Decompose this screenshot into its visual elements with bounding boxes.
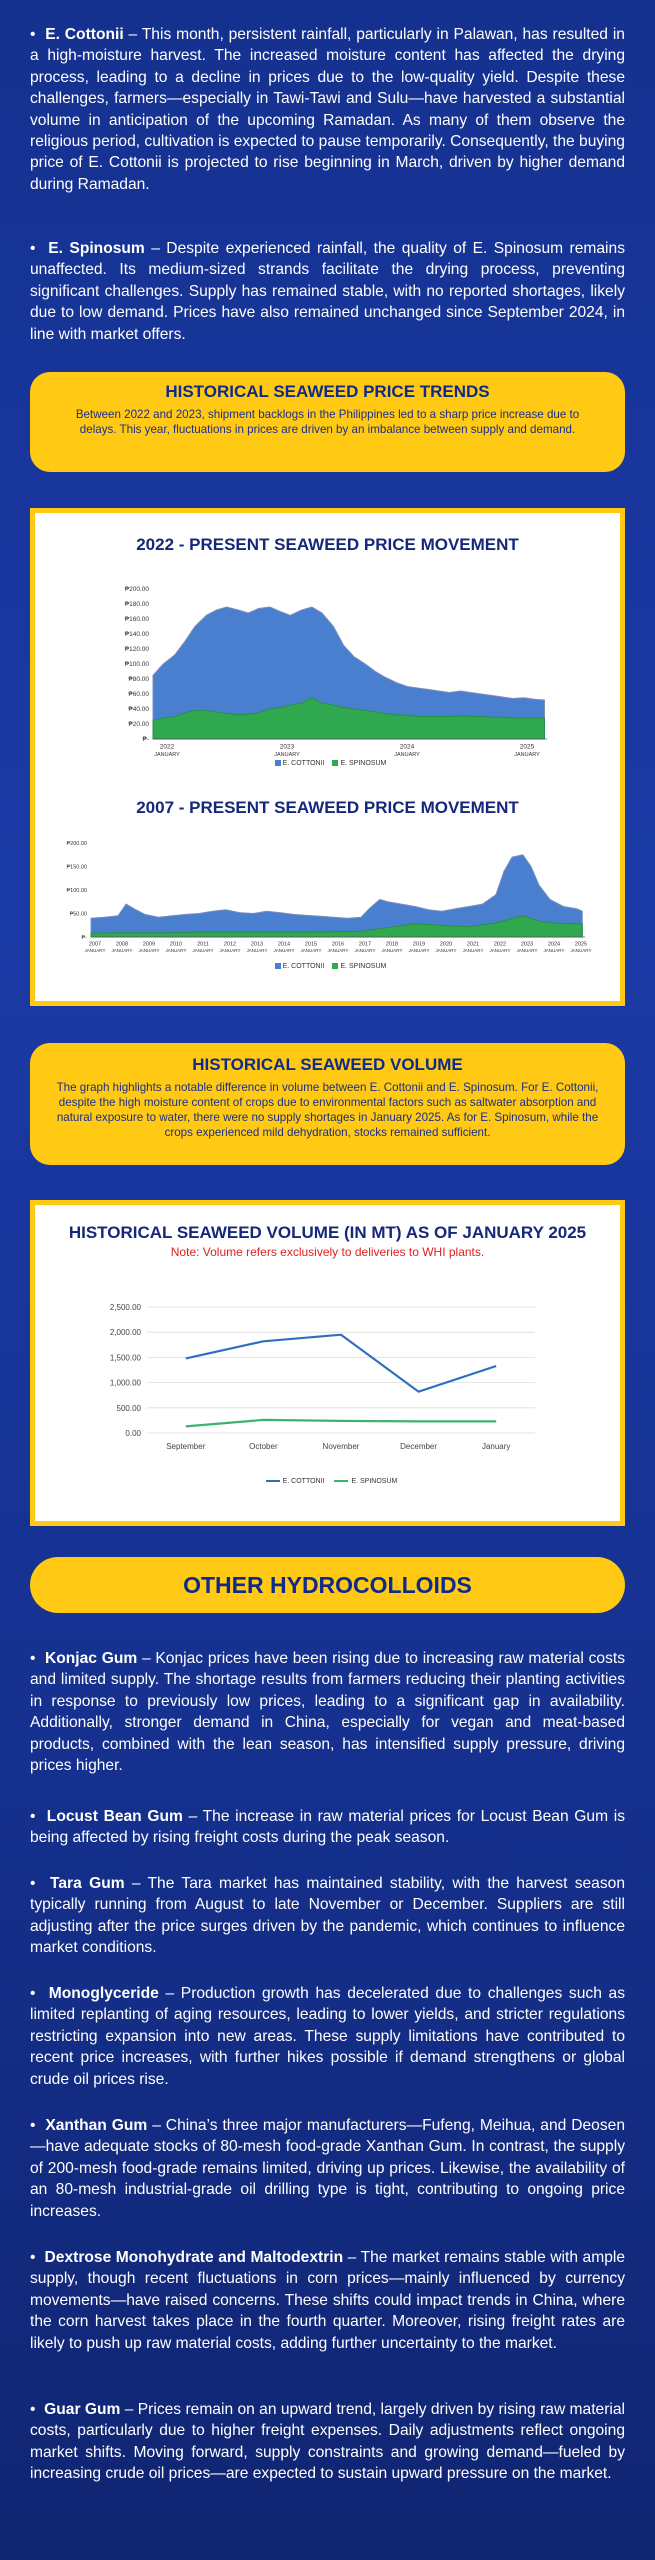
paragraph-title: Monoglyceride [48,1985,159,2002]
y-tick-label: 0.00 [125,1429,141,1438]
x-tick-label: 2025 [519,743,535,751]
paragraph-title: Tara Gum [50,1875,125,1892]
x-tick-label: 2016 [331,941,345,948]
paragraph-locust-bean: • Locust Bean Gum – The increase in raw material prices for Locust Bean Gum is being affected by rising freight costs during the peak season. [30,1808,626,1847]
volume-banner [30,1043,625,1165]
paragraph-tara: • Tara Gum – The Tara market has maintained stability, with the harvest season typically running from August to late November or December. Suppliers are still adjusting after the price surges driven by the pandemic, which continues to influence market conditions. [30,1875,625,1957]
x-tick-sublabel: JANUARY [300,948,322,953]
x-tick-label: 2019 [412,941,426,948]
paragraph-title: Guar Gum [44,2401,121,2418]
y-tick-label: ₱20.00 [128,721,149,728]
legend-label: E. SPINOSUM [351,1478,398,1485]
x-tick-label: January [481,1442,511,1451]
y-tick-label: 2,000.00 [109,1328,141,1338]
x-tick-sublabel: JANUARY [543,948,565,953]
price-trends-banner [30,372,625,472]
x-tick-label: 2020 [439,941,453,948]
x-tick-label: 2007 [88,941,102,948]
paragraph-title: E. Cottonii [45,26,124,43]
x-tick-label: September [166,1442,206,1451]
x-tick-sublabel: JANUARY [273,948,295,953]
paragraph-konjac: • Konjac Gum – Konjac prices have been rising due to increasing raw material costs and limited supply. The shortage results from farmers reducing their planting activities in response to previously low prices, leading to a significant gap in availability. Additionally, stronger demand in China, especially for vegan and meat-based products, combined with the lean season, has intensified supply pressure, driving prices higher. [30,1650,626,1775]
x-tick-sublabel: JANUARY [274,752,300,758]
x-tick-label: October [249,1442,278,1451]
y-tick-label: ₱80.00 [128,676,149,683]
x-tick-sublabel: JANUARY [219,948,241,953]
x-tick-sublabel: JANUARY [154,752,180,758]
x-tick-label: 2024 [547,941,561,948]
price-chart-2022-present [35,569,620,769]
legend-line-spinosum [334,1480,348,1482]
y-tick-label: ₱200.00 [66,841,87,847]
paragraph-text: – Konjac prices have been rising due to increasing raw material costs and limited supply. The shortage results from farmers reducing their planting activities in response to previously low prices, leading to a significant gap in availability. Additionally, stronger demand in China, especially for vegan and meat-based products, combined with the lean season, has intensified supply pressure, driving prices higher. [30,1650,626,1775]
x-tick-label: 2025 [574,941,588,948]
y-tick-label: ₱50.00 [69,911,87,918]
x-tick-label: 2008 [115,941,129,948]
y-tick-label: ₱150.00 [66,864,87,871]
paragraph-text: – The market remains stable with ample supply, though recent fluctuations in corn prices—mainly influenced by currency movements—have raised concerns. These shifts could impact trends in China, where the corn harvest takes place in the fourth quarter. Moreover, rising freight rates are likely to push up raw material costs, adding further uncertainty to the market. [30,2249,626,2352]
y-tick-label: ₱- [81,935,87,941]
x-tick-label: 2011 [197,941,209,948]
paragraph-text: – The increase in raw material prices for Locust Bean Gum is being affected by rising freight costs during the peak season. [30,1808,626,1847]
x-tick-label: November [322,1442,360,1451]
legend-label: E. COTTONII [282,963,325,970]
paragraph-text: – The Tara market has maintained stability, with the harvest season typically running from August to late November or December. Suppliers are still adjusting after the price surges driven by the pandemic, which continues to influence market conditions. [30,1875,625,1957]
y-tick-label: 1,000.00 [109,1378,141,1388]
x-tick-label: 2023 [279,743,295,751]
paragraph-text: – China’s three major manufacturers—Fufeng, Meihua, and Deosen—have adequate stocks of 80-mesh food-grade Xanthan Gum. In contrast, the supply of 200-mesh food-grade remains limited, driving up prices. Likewise, the availability of an 80-mesh industrial-grade oil drilling type is tight, contributing to ongoing price increases. [30,2117,625,2220]
x-tick-sublabel: JANUARY [516,948,538,953]
y-tick-label: ₱100.00 [66,888,87,894]
y-tick-label: ₱180.00 [124,601,149,608]
x-tick-sublabel: JANUARY [354,948,376,953]
paragraph-text: – Prices remain on an upward trend, largely driven by rising raw material costs, particularly due to higher freight expenses. Daily adjustments reflect ongoing market shifts. Moving forward, supply constraints and growing demand—fueled by increasing crude oil prices—are expected to sustain upward pressure on the market. [30,2401,626,2483]
legend-label: E. SPINOSUM [340,760,387,767]
x-tick-sublabel: JANUARY [138,948,160,953]
y-tick-label: ₱40.00 [128,706,149,713]
volume-chart [35,1295,620,1465]
x-tick-sublabel: JANUARY [408,948,430,953]
y-tick-label: ₱160.00 [124,616,149,623]
x-tick-label: 2009 [142,941,156,948]
x-tick-sublabel: JANUARY [462,948,484,953]
y-tick-label: ₱100.00 [124,661,149,668]
paragraph-text: – Production growth has decelerated due to challenges such as limited replanting of aging resources, leading to lower yields, and stricter regulations restricting expansion into new areas. These supply limitations have contributed to recent price increases, with further hikes possible if demand strengthens or global crude oil prices rise. [30,1985,625,2088]
legend-swatch-cottonii [275,963,281,969]
x-tick-sublabel: JANUARY [381,948,403,953]
x-tick-label: 2015 [304,941,318,948]
x-tick-label: 2022 [493,941,507,948]
x-tick-sublabel: JANUARY [84,948,106,953]
chart-legend-2022 [35,760,620,767]
x-tick-sublabel: JANUARY [570,948,592,953]
volume-title: HISTORICAL SEAWEED VOLUME [192,1055,463,1074]
x-tick-sublabel: JANUARY [394,752,420,758]
paragraph-text: – This month, persistent rainfall, particularly in Palawan, has resulted in a high-moisture harvest. The increased moisture content has affected the drying process, leading to a decline in prices due to the low-quality yield. Despite these challenges, farmers—especially in Tawi-Tawi and Sulu—have harvested a substantial volume in anticipation of the upcoming Ramadan. As many of them observe the religious period, cultivation is expected to pause temporarily. Consequently, the buying price of E. Cottonii is projected to rise beginning in March, driven by higher demand during Ramadan. [30,26,625,193]
x-tick-label: 2021 [466,941,480,948]
paragraph-title: E. Spinosum [48,240,145,257]
other-hydrocolloids-banner: OTHER HYDROCOLLOIDS [30,1557,625,1613]
chart-legend-2007 [35,963,620,970]
legend-label: E. COTTONII [282,1478,325,1485]
paragraph-title: Konjac Gum [44,1650,138,1667]
paragraph-spinosum: • E. Spinosum – Despite experienced rainfall, the quality of E. Spinosum remains unaffected. Its medium-sized strands facilitate the drying process, preventing significant challenges. Supply has remained stable, with no reported shortages, likely due to low demand. Prices have also remained unchanged since September 2024, in line with market offers. [30,240,625,343]
paragraph-title: Locust Bean Gum [46,1808,183,1825]
volume-chart-card [30,1200,625,1526]
x-tick-label: 2018 [385,941,399,948]
x-tick-sublabel: JANUARY [246,948,268,953]
chart-title-2022: 2022 - PRESENT SEAWEED PRICE MOVEMENT [136,535,519,554]
legend-label: E. SPINOSUM [340,963,387,970]
paragraph-monoglyceride: • Monoglyceride – Production growth has decelerated due to challenges such as limited replanting of aging resources, leading to lower yields, and stricter regulations restricting expansion into new areas. These supply limitations have contributed to recent price increases, with further hikes possible if demand strengthens or global crude oil prices rise. [30,1985,625,2088]
y-tick-label: ₱200.00 [124,586,149,593]
y-tick-label: 2,500.00 [109,1303,141,1312]
legend-swatch-spinosum [332,760,338,766]
paragraph-cottonii: • E. Cottonii – This month, persistent rainfall, particularly in Palawan, has resulted in a high-moisture harvest. The increased moisture content has affected the drying process, leading to a decline in prices due to the low-quality yield. Despite these challenges, farmers—especially in Tawi-Tawi and Sulu—have harvested a substantial volume in anticipation of the upcoming Ramadan. As many of them observe the religious period, cultivation is expected to pause temporarily. Consequently, the buying price of E. Cottonii is projected to rise beginning in March, driven by higher demand during Ramadan. [30,26,625,193]
paragraph-xanthan: • Xanthan Gum – China’s three major manufacturers—Fufeng, Meihua, and Deosen—have adequate stocks of 80-mesh food-grade Xanthan Gum. In contrast, the supply of 200-mesh food-grade remains limited, driving up prices. Likewise, the availability of an 80-mesh industrial-grade oil drilling type is tight, contributing to ongoing price increases. [30,2117,625,2220]
legend-swatch-spinosum [332,963,338,969]
x-tick-sublabel: JANUARY [327,948,349,953]
y-tick-label: ₱120.00 [124,646,149,653]
volume-text: The graph highlights a notable difference in volume between E. Cottonii and E. Spinosum. For E. Cottonii, despite the high moisture content of crops due to environmental factors such as saltwater absorption and natural exposure to water, there were no supply shortages in January 2025. As for E. Spinosum, while the crops experienced mild dehydration, stocks remained sufficient. [56,1081,599,1139]
paragraph-title: Dextrose Monohydrate and Maltodextrin [44,2249,344,2266]
x-tick-sublabel: JANUARY [514,752,540,758]
y-tick-label: ₱140.00 [124,631,149,638]
price-trends-text: Between 2022 and 2023, shipment backlogs in the Philippines led to a sharp price increase due to delays. This year, fluctuations in prices are driven by an imbalance between supply and demand. [75,408,580,436]
paragraph-guar: • Guar Gum – Prices remain on an upward trend, largely driven by rising raw material costs, particularly due to higher freight expenses. Daily adjustments reflect ongoing market shifts. Moving forward, supply constraints and growing demand—fueled by increasing crude oil prices—are expected to sustain upward pressure on the market. [30,2401,626,2483]
series-line-cottonii [186,1335,496,1392]
legend-label: E. COTTONII [282,760,325,767]
chart-title-2007: 2007 - PRESENT SEAWEED PRICE MOVEMENT [136,798,519,817]
paragraph-title: Xanthan Gum [45,2117,148,2134]
volume-chart-note: Note: Volume refers exclusively to deliveries to WHI plants. [170,1245,485,1259]
x-tick-sublabel: JANUARY [192,948,214,953]
price-trends-title: HISTORICAL SEAWEED PRICE TRENDS [165,382,490,401]
x-tick-sublabel: JANUARY [111,948,133,953]
x-tick-label: December [400,1442,438,1451]
x-tick-label: 2024 [399,743,415,751]
y-tick-label: 500.00 [116,1403,141,1413]
x-tick-label: 2013 [250,941,264,948]
series-line-spinosum [186,1420,496,1427]
legend-swatch-cottonii [275,760,281,766]
x-tick-label: 2023 [520,941,534,948]
x-tick-label: 2022 [159,743,175,751]
legend-line-cottonii [266,1480,280,1482]
x-tick-label: 2010 [169,941,183,948]
y-tick-label: ₱60.00 [128,691,149,698]
x-tick-label: 2012 [223,941,237,948]
paragraph-text: – Despite experienced rainfall, the quality of E. Spinosum remains unaffected. Its medium-sized strands facilitate the drying process, preventing significant challenges. Supply has remained stable, with no reported shortages, likely due to low demand. Prices have also remained unchanged since September 2024, in line with market offers. [30,240,625,343]
x-tick-sublabel: JANUARY [489,948,511,953]
price-chart-2007-present [35,831,620,971]
price-chart-card [30,508,625,1006]
x-tick-label: 2017 [358,941,372,948]
x-tick-label: 2014 [277,941,291,948]
volume-chart-title: HISTORICAL SEAWEED VOLUME (IN MT) AS OF JANUARY 2025 [68,1223,587,1242]
x-tick-sublabel: JANUARY [435,948,457,953]
volume-chart-legend [35,1478,620,1485]
x-tick-sublabel: JANUARY [165,948,187,953]
paragraph-dextrose: • Dextrose Monohydrate and Maltodextrin – The market remains stable with ample supply, though recent fluctuations in corn prices—mainly influenced by currency movements—have raised concerns. These shifts could impact trends in China, where the corn harvest takes place in the fourth quarter. Moreover, rising freight rates are likely to push up raw material costs, adding further uncertainty to the market. [30,2249,626,2352]
y-tick-label: ₱- [142,736,149,743]
y-tick-label: 1,500.00 [109,1353,141,1363]
